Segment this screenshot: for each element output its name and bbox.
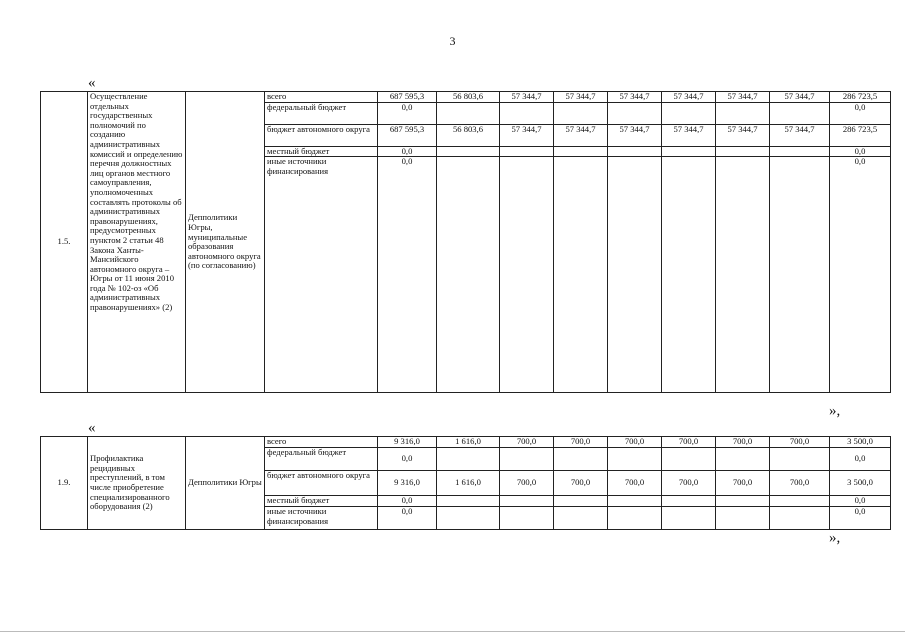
value-cell: 57 344,7 [500, 92, 554, 103]
value-cell: 57 344,7 [554, 92, 608, 103]
value-cell [770, 102, 830, 124]
financing-table-row-1-9 [40, 436, 891, 530]
source-label: бюджет автономного округа [265, 124, 378, 146]
value-cell: 1 616,0 [437, 470, 500, 495]
value-cell: 700,0 [608, 470, 662, 495]
value-cell [716, 448, 770, 471]
value-cell [662, 495, 716, 506]
source-label: федеральный бюджет [265, 102, 378, 124]
source-label: местный бюджет [265, 146, 378, 157]
value-cell: 700,0 [770, 437, 830, 448]
value-cell [662, 157, 716, 393]
value-cell: 57 344,7 [770, 92, 830, 103]
open-quote-1: « [88, 75, 96, 91]
source-label: бюджет автономного округа [265, 470, 378, 495]
value-cell: 56 803,6 [437, 92, 500, 103]
value-cell [662, 448, 716, 471]
value-cell [608, 448, 662, 471]
value-cell [662, 507, 716, 530]
value-cell [437, 146, 500, 157]
value-cell [608, 146, 662, 157]
value-cell [500, 495, 554, 506]
value-cell [608, 102, 662, 124]
value-cell [716, 507, 770, 530]
value-cell [554, 448, 608, 471]
value-cell: 700,0 [662, 437, 716, 448]
value-cell [554, 157, 608, 393]
value-cell [716, 146, 770, 157]
value-cell: 0,0 [830, 495, 891, 506]
value-cell: 0,0 [830, 157, 891, 393]
value-cell: 57 344,7 [554, 124, 608, 146]
value-cell: 0,0 [378, 102, 437, 124]
value-cell [500, 507, 554, 530]
value-cell [500, 448, 554, 471]
value-cell [716, 157, 770, 393]
value-cell [770, 495, 830, 506]
source-label: иные источники финансирования [265, 507, 378, 530]
value-cell [437, 157, 500, 393]
close-quote-1: », [829, 403, 841, 419]
source-label: иные источники финансирования [265, 157, 378, 393]
value-cell: 9 316,0 [378, 437, 437, 448]
value-cell: 0,0 [830, 102, 891, 124]
value-cell: 700,0 [716, 437, 770, 448]
value-cell [437, 102, 500, 124]
row-code: 1.5. [41, 92, 88, 393]
value-cell: 700,0 [770, 470, 830, 495]
value-cell [608, 157, 662, 393]
row-executor: Депполитики Югры [186, 437, 265, 530]
value-cell: 0,0 [378, 507, 437, 530]
value-cell: 57 344,7 [662, 92, 716, 103]
value-cell: 57 344,7 [500, 124, 554, 146]
value-cell [770, 448, 830, 471]
value-cell: 687 595,3 [378, 92, 437, 103]
value-cell: 57 344,7 [716, 92, 770, 103]
value-cell: 700,0 [500, 470, 554, 495]
value-cell: 687 595,3 [378, 124, 437, 146]
value-cell [662, 146, 716, 157]
value-cell [500, 102, 554, 124]
value-cell: 286 723,5 [830, 124, 891, 146]
value-cell: 700,0 [716, 470, 770, 495]
value-cell: 700,0 [500, 437, 554, 448]
value-cell: 9 316,0 [378, 470, 437, 495]
value-cell: 0,0 [378, 495, 437, 506]
value-cell: 0,0 [378, 157, 437, 393]
row-code: 1.9. [41, 437, 88, 530]
value-cell: 286 723,5 [830, 92, 891, 103]
close-quote-2: », [829, 530, 841, 546]
value-cell: 57 344,7 [770, 124, 830, 146]
value-cell: 3 500,0 [830, 470, 891, 495]
value-cell [554, 495, 608, 506]
value-cell [608, 507, 662, 530]
value-cell [500, 146, 554, 157]
value-cell [437, 448, 500, 471]
source-label: всего [265, 437, 378, 448]
value-cell: 700,0 [554, 437, 608, 448]
value-cell [500, 157, 554, 393]
value-cell: 57 344,7 [716, 124, 770, 146]
value-cell: 1 616,0 [437, 437, 500, 448]
source-label: местный бюджет [265, 495, 378, 506]
row-executor: Депполитики Югры, муниципальные образования автономного округа (по согласованию) [186, 92, 265, 393]
value-cell [554, 102, 608, 124]
value-cell [716, 495, 770, 506]
value-cell [554, 507, 608, 530]
page-number: 3 [449, 34, 456, 48]
value-cell: 0,0 [378, 448, 437, 471]
value-cell: 700,0 [554, 470, 608, 495]
value-cell: 0,0 [830, 448, 891, 471]
value-cell: 57 344,7 [608, 124, 662, 146]
value-cell [716, 102, 770, 124]
source-label: всего [265, 92, 378, 103]
financing-table-row-1-5 [40, 91, 891, 393]
value-cell [770, 507, 830, 530]
value-cell: 57 344,7 [608, 92, 662, 103]
value-cell [554, 146, 608, 157]
row-description: Осуществление отдельных государственных полномочий по созданию административных комиссий и определению перечня должностных лиц органов местного самоуправления, уполномоченных составлять протоколы об административных правонарушениях, предусмотренных пунктом 2 статьи 48 Закона Ханты-Мансийского автономного округа – Югры от 11 июня 2010 года № 102-оз «Об административных правонарушениях» (2) [88, 92, 186, 393]
value-cell: 56 803,6 [437, 124, 500, 146]
value-cell: 3 500,0 [830, 437, 891, 448]
value-cell [662, 102, 716, 124]
value-cell [608, 495, 662, 506]
value-cell: 700,0 [662, 470, 716, 495]
scan-edge-line [0, 631, 905, 632]
value-cell [437, 495, 500, 506]
value-cell: 0,0 [830, 507, 891, 530]
open-quote-2: « [88, 420, 96, 436]
value-cell: 0,0 [830, 146, 891, 157]
value-cell: 700,0 [608, 437, 662, 448]
value-cell: 0,0 [378, 146, 437, 157]
value-cell [770, 146, 830, 157]
value-cell [770, 157, 830, 393]
value-cell: 57 344,7 [662, 124, 716, 146]
row-description: Профилактика рецидивных преступлений, в том числе приобретение специализированного оборудования (2) [88, 437, 186, 530]
value-cell [437, 507, 500, 530]
source-label: федеральный бюджет [265, 448, 378, 471]
